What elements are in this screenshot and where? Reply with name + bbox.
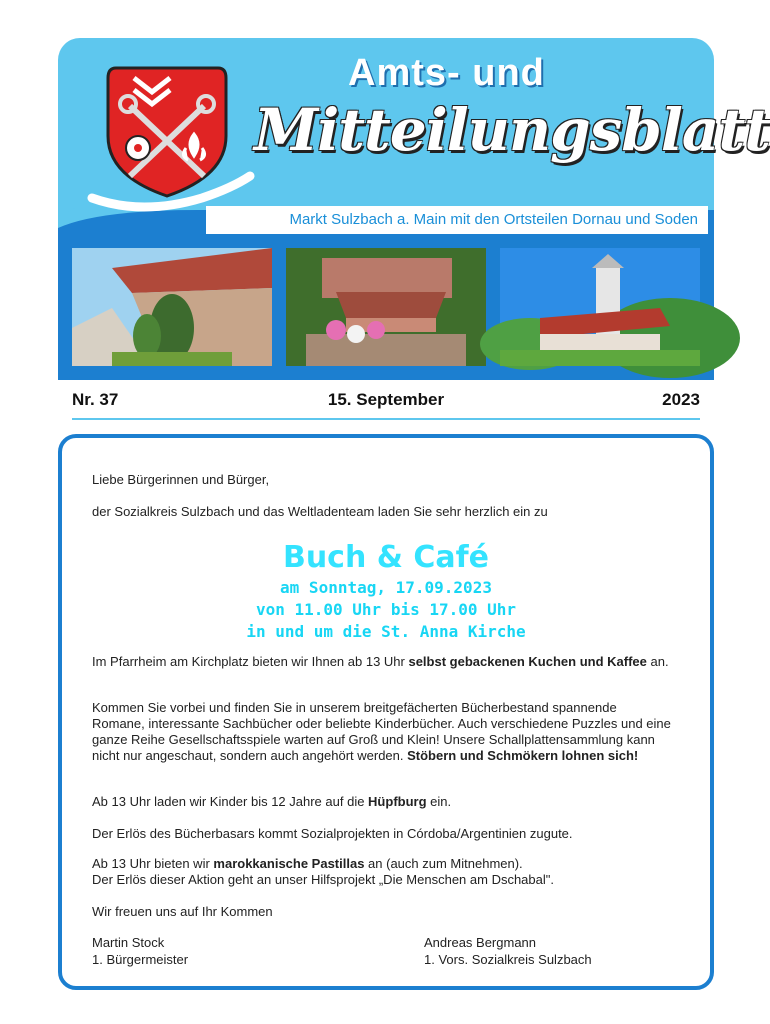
closing-text: Wir freuen uns auf Ihr Kommen — [92, 904, 273, 919]
paragraph-cake-text: Im Pfarrheim am Kirchplatz bieten wir Ihnen ab 13 Uhr — [92, 654, 409, 669]
issue-line — [72, 390, 700, 420]
paragraph-books-text: Kommen Sie vorbei und finden Sie in unserem breitgefächerten Bücherbestand spannende Romane, interessante Sachbücher oder beliebte Kinderbücher. Auch verschiedene Puzzles und eine ganze Reihe Gesellschaftsspiele warten auf Groß und Klein! Unsere Schallplattensammlung kann nicht nur angeschaut, sondern auch angehört werden. — [92, 700, 671, 763]
coat-of-arms-icon — [82, 48, 252, 218]
greeting: Liebe Bürgerinnen und Bürger, — [92, 472, 270, 487]
intro-text: der Sozialkreis Sulzbach und das Weltladenteam laden Sie sehr herzlich ein zu — [92, 504, 548, 519]
issue-date: 15. September — [327, 390, 445, 409]
signer-role: 1. Vors. Sozialkreis Sulzbach — [424, 952, 592, 967]
event-date: am Sonntag, 17.09.2023 — [280, 578, 492, 597]
event-time: von 11.00 Uhr bis 17.00 Uhr — [255, 600, 517, 619]
paragraph-proceeds: Der Erlös des Bücherbasars kommt Sozialprojekten in Córdoba/Argentinien zugute. — [92, 826, 573, 841]
paragraph-bouncy-castle — [92, 794, 672, 810]
invitation-frame — [58, 434, 714, 990]
paragraph-books — [92, 700, 672, 764]
paragraph-bouncy-end: ein. — [426, 794, 452, 809]
photo-church-tower — [500, 248, 700, 366]
signer-name: Martin Stock — [92, 935, 165, 950]
paragraph-cake-end: an. — [646, 654, 669, 669]
photo-fountain-flowers — [286, 248, 486, 366]
masthead-title-main: Mitteilungsblatt — [254, 96, 770, 164]
signer-name: Andreas Bergmann — [424, 935, 537, 950]
masthead-title-top: Amts- und — [348, 52, 545, 94]
signature-mayor — [92, 934, 188, 968]
paragraph-books-highlight: Stöbern und Schmökern lohnen sich! — [407, 748, 639, 763]
signature-social-circle — [424, 934, 592, 968]
paragraph-bouncy-text: Ab 13 Uhr laden wir Kinder bis 12 Jahre auf die — [92, 794, 369, 809]
masthead-subtitle: Markt Sulzbach a. Main mit den Ortsteilen Dornau und Soden — [206, 206, 708, 234]
paragraph-pastillas-highlight: marokkanische Pastillas — [213, 856, 365, 871]
signer-role: 1. Bürgermeister — [92, 952, 189, 967]
paragraph-pastillas-line2: Der Erlös dieser Aktion geht an unser Hilfsprojekt „Die Menschen am Dschabal". — [92, 872, 554, 887]
event-place: in und um die St. Anna Kirche — [246, 622, 526, 641]
paragraph-bouncy-highlight: Hüpfburg — [368, 794, 427, 809]
masthead — [58, 38, 770, 380]
paragraph-cake — [92, 654, 672, 670]
event-title: Buch & Café — [282, 540, 490, 575]
issue-number: Nr. 37 — [72, 390, 119, 409]
paragraph-cake-highlight: selbst gebackenen Kuchen und Kaffee — [408, 654, 647, 669]
paragraph-pastillas — [92, 856, 672, 872]
paragraph-pastillas-end: an (auch zum Mitnehmen). — [364, 856, 523, 871]
paragraph-pastillas-text: Ab 13 Uhr bieten wir — [92, 856, 214, 871]
issue-year: 2023 — [662, 390, 700, 409]
photo-old-town-wall — [72, 248, 272, 366]
